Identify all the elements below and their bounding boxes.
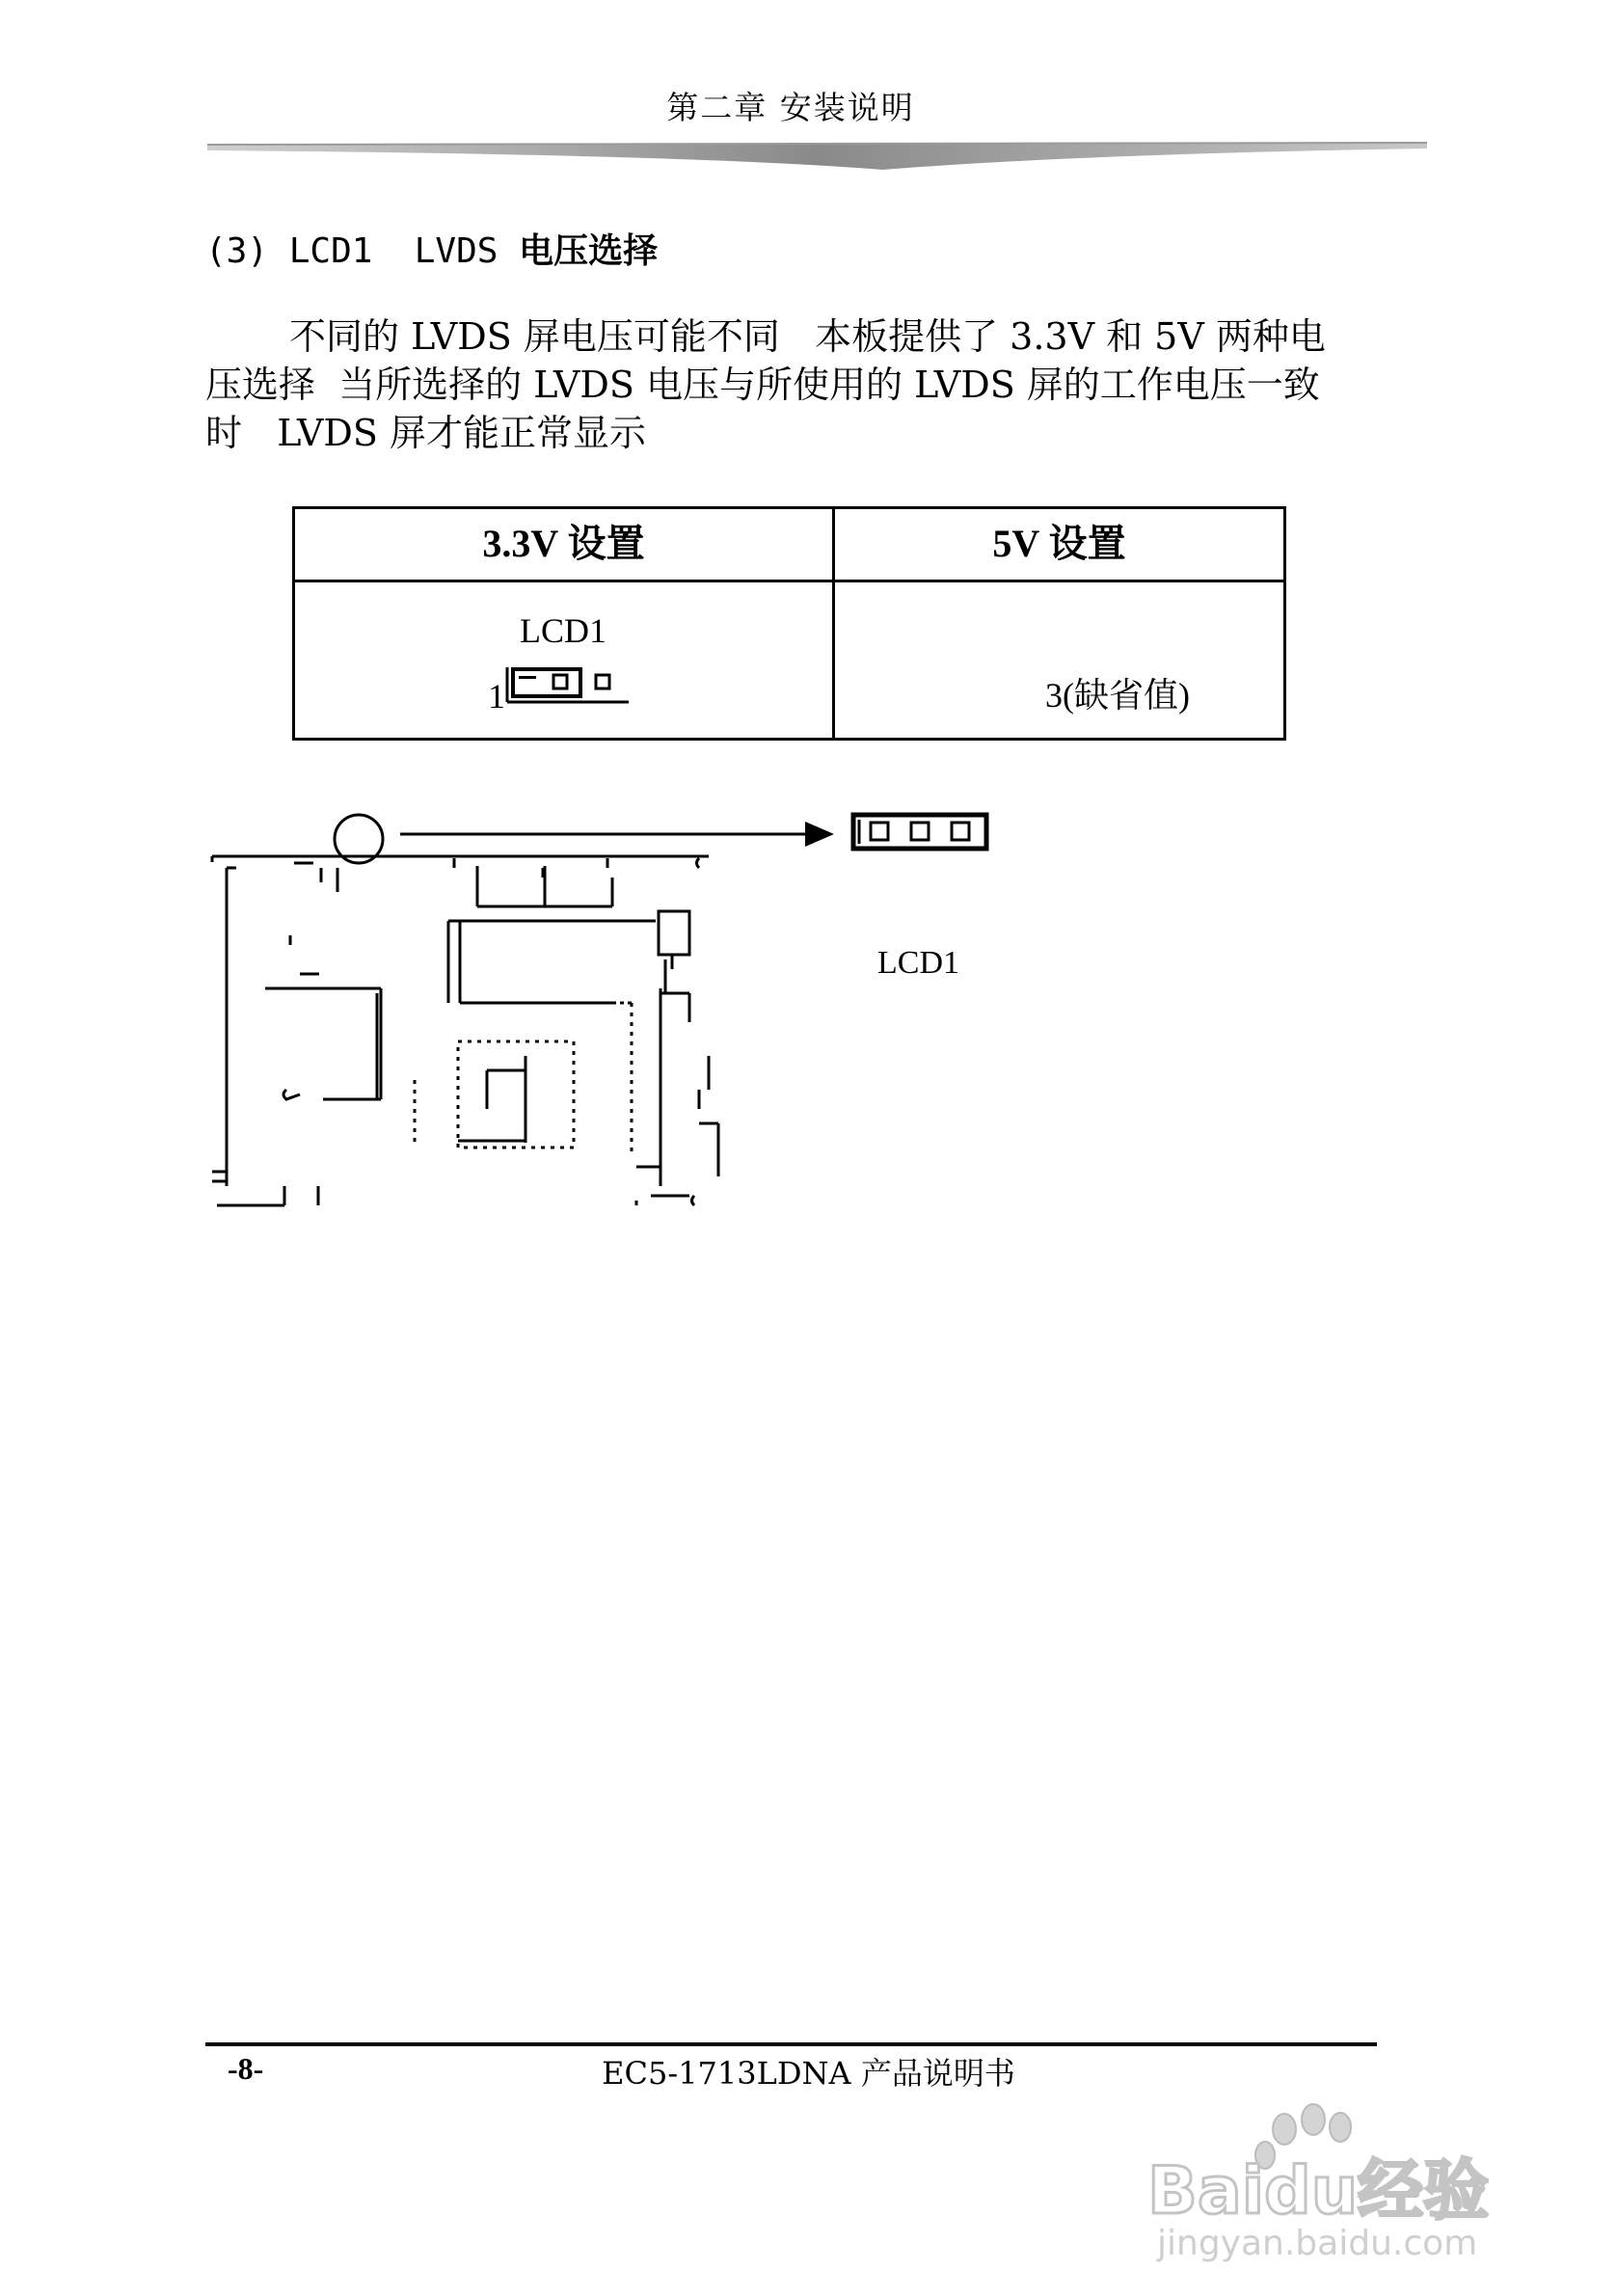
- footer-rule: [205, 2042, 1377, 2046]
- jumper-3v3-icon: [505, 663, 631, 707]
- watermark-url: jingyan.baidu.com: [1157, 2224, 1478, 2263]
- chapter-title: 第二章 安装说明: [666, 89, 915, 126]
- page-number: -8-: [228, 2051, 264, 2086]
- paragraph-line-3: 时 LVDS 屏才能正常显示: [205, 412, 646, 454]
- section-title: 电压选择: [519, 231, 659, 271]
- footer-manual-title: EC5-1713LDNA 产品说明书: [602, 2055, 1015, 2092]
- diagram-lcd1-label: LCD1: [877, 945, 959, 981]
- lcd1-connector-label: LCD1: [520, 611, 606, 650]
- paragraph-line-2: 压选择 当所选择的 LVDS 电压与所使用的 LVDS 屏的工作电压一致: [205, 364, 1320, 406]
- board-layout-diagram: [207, 800, 998, 1234]
- baidu-jingyan-watermark: [1138, 2102, 1562, 2266]
- lcd1-connector-enlarged-icon: [853, 815, 986, 849]
- header-rule: [207, 141, 1427, 179]
- pin-3-default-label: 3(缺省值): [1045, 676, 1190, 715]
- section-number: (3): [205, 231, 269, 271]
- pin-1-label: 1: [488, 677, 505, 716]
- jumper-setting-table: [292, 506, 1286, 741]
- section-heading: [205, 224, 658, 273]
- section-code: LCD1 LVDS: [288, 231, 499, 271]
- table-header-5v: 5V 设置: [992, 522, 1126, 565]
- watermark-brand: Baidu经验: [1147, 2153, 1490, 2229]
- table-header-3v3: 3.3V 设置: [482, 522, 645, 565]
- table-row-divider: [295, 580, 1283, 582]
- arrow-head: [805, 822, 834, 847]
- paragraph-line-1: 不同的 LVDS 屏电压可能不同 本板提供了 3.3V 和 5V 两种电: [289, 315, 1326, 358]
